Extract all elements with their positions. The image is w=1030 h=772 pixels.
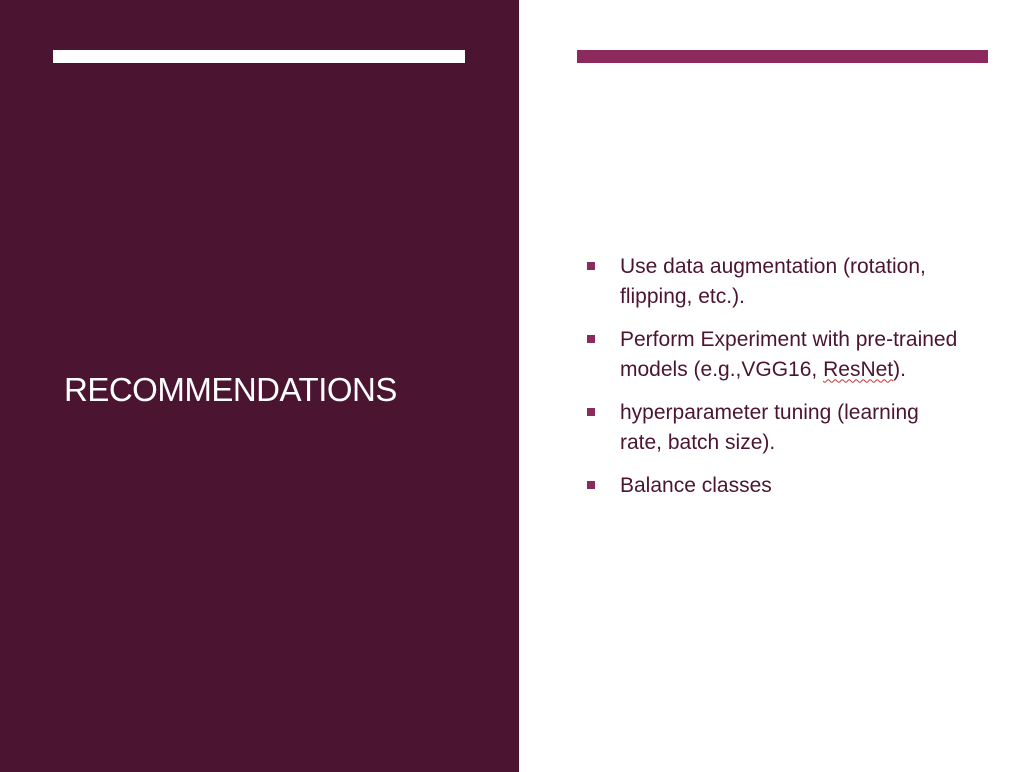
slide-title[interactable]: RECOMMENDATIONS xyxy=(64,371,397,408)
title-accent-bar xyxy=(53,50,465,63)
bullet-item[interactable] xyxy=(586,398,966,457)
bullet-item[interactable] xyxy=(586,252,966,311)
bullet-item[interactable] xyxy=(586,471,966,501)
bullet-list[interactable] xyxy=(586,252,966,515)
bullet-text: Use data augmentation (rotation, flipping, etc.). xyxy=(620,255,926,308)
bullet-text: hyperparameter tuning (learning rate, batch size). xyxy=(620,401,919,454)
bullet-item[interactable] xyxy=(586,325,966,384)
square-bullet-icon xyxy=(587,262,595,270)
square-bullet-icon xyxy=(587,408,595,416)
spellcheck-flagged-word[interactable]: ResNet xyxy=(823,357,894,381)
square-bullet-icon xyxy=(587,481,595,489)
content-accent-bar xyxy=(577,50,988,63)
bullet-text: Perform Experiment with pre-trained models (e.g.,VGG16, ResNet). xyxy=(620,328,958,381)
square-bullet-icon xyxy=(587,335,595,343)
bullet-text: Balance classes xyxy=(620,474,772,497)
